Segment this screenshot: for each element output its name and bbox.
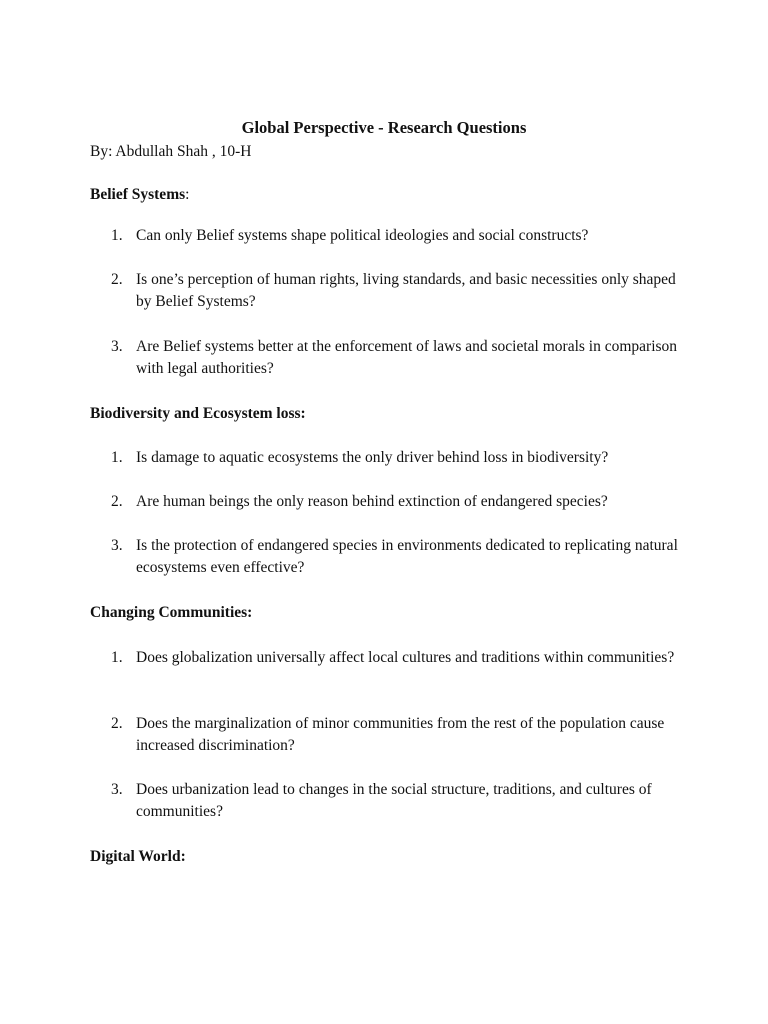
list-item [111,713,691,757]
question-text: Is the protection of endangered species in environments dedicated to replicating natural ecosystems even effective? [136,537,678,576]
question-text: Does globalization universally affect local cultures and traditions within communities? [136,649,675,666]
list-number: 1. [111,227,123,244]
section-heading-biodiversity [90,403,306,425]
section-heading-colon: : [185,186,190,203]
list-number: 2. [111,493,123,510]
list-number: 1. [111,649,123,666]
section-heading-belief-systems [90,184,189,206]
question-text: Is damage to aquatic ecosystems the only driver behind loss in biodiversity? [136,449,609,466]
list-item [111,647,691,669]
list-number: 2. [111,715,123,732]
list-number: 3. [111,338,123,355]
question-text: Are Belief systems better at the enforcement of laws and societal morals in comparison with legal authorities? [136,338,678,377]
question-text: Does the marginalization of minor communities from the rest of the population cause increased discrimination? [136,715,665,754]
list-item [111,336,691,380]
question-text: Does urbanization lead to changes in the social structure, traditions, and cultures of communities? [136,781,652,820]
section-heading-digital-world [90,846,186,868]
list-item [111,269,691,313]
list-item [111,535,691,579]
question-text: Is one’s perception of human rights, living standards, and basic necessities only shaped by Belief Systems? [136,271,676,310]
list-number: 2. [111,271,123,288]
section-heading-text: Digital World: [90,848,186,865]
section-heading-text: Changing Communities: [90,604,253,621]
section-heading-text: Belief Systems [90,186,186,203]
list-item [111,779,691,823]
list-item [111,447,691,469]
list-item [111,491,691,513]
list-number: 3. [111,537,123,554]
list-number: 1. [111,449,123,466]
document-title: Global Perspective - Research Questions [241,118,527,137]
author-byline: By: Abdullah Shah , 10-H [90,143,252,160]
list-item [111,225,691,247]
question-text: Are human beings the only reason behind extinction of endangered species? [136,493,608,510]
question-text: Can only Belief systems shape political ideologies and social constructs? [136,227,589,244]
section-heading-text: Biodiversity and Ecosystem loss: [90,405,306,422]
section-heading-changing-communities [90,602,252,624]
list-number: 3. [111,781,123,798]
